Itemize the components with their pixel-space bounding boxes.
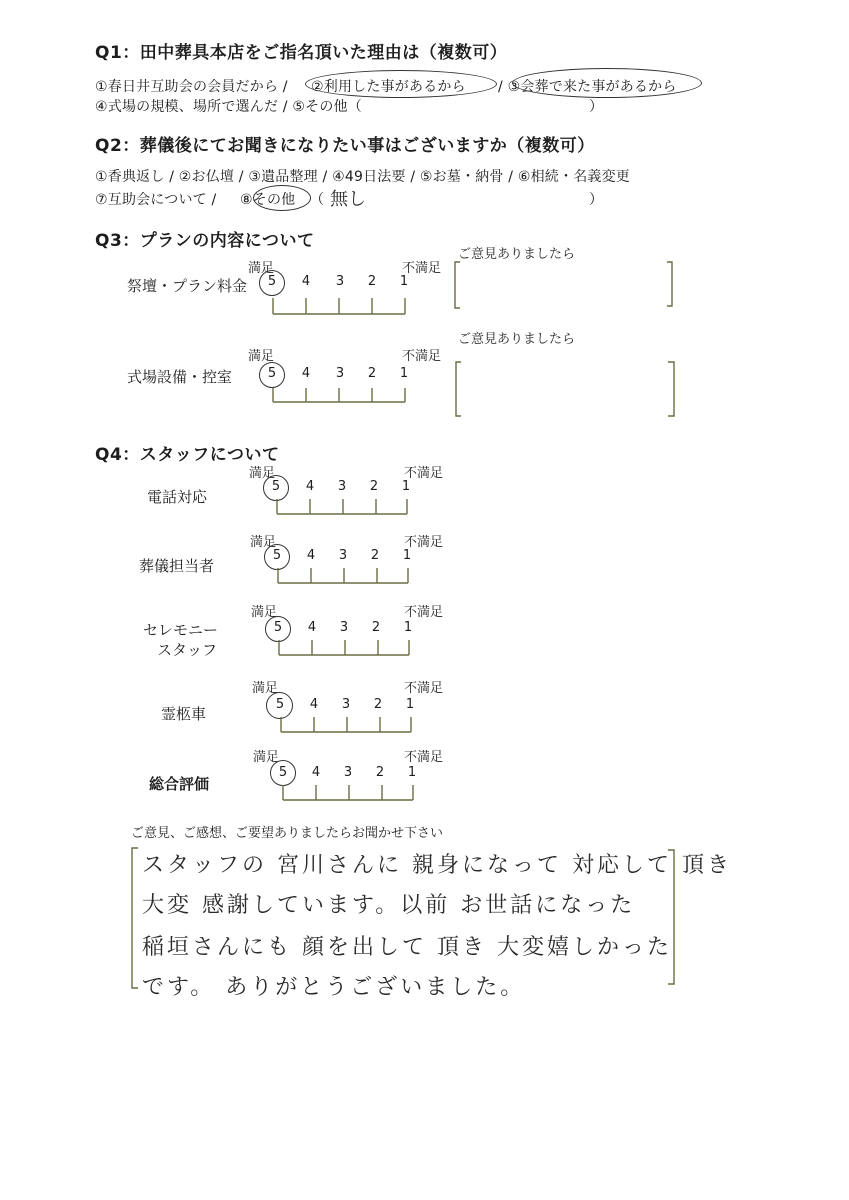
comments-line-4[interactable]: です。 ありがとうございました。 <box>142 975 526 1000</box>
rating-5[interactable]: 5 <box>278 765 288 780</box>
comments-bracket <box>132 848 674 988</box>
rating-3[interactable]: 3 <box>343 765 353 780</box>
rating-4[interactable]: 4 <box>305 479 315 494</box>
rating-scale-bar <box>279 640 409 655</box>
rating-2[interactable]: 2 <box>367 274 377 289</box>
comments-line-1[interactable]: スタッフの 宮川さんに 親身になって 対応して 頂き <box>142 853 732 878</box>
q1-option-2[interactable]: ②利用した事があるから <box>311 79 466 95</box>
rating-2[interactable]: 2 <box>370 548 380 563</box>
scale-satisfied-label: 満足 <box>252 681 279 696</box>
rating-scale-bar <box>273 388 405 402</box>
q3-facility-comment-label: ご意見ありましたら <box>458 332 576 347</box>
q1-other-close: ） <box>589 99 604 115</box>
q1-option-3[interactable]: / ③会葬で来た事があるから <box>498 79 677 95</box>
rating-3[interactable]: 3 <box>337 479 347 494</box>
rating-scale-bar <box>273 298 405 314</box>
rating-4[interactable]: 4 <box>301 274 311 289</box>
comments-line-2[interactable]: 大変 感謝しています。以前 お世話になった <box>142 893 636 918</box>
rating-5[interactable]: 5 <box>275 697 285 712</box>
q2-options-line1[interactable]: ①香典返し / ②お仏壇 / ③遺品整理 / ④49日法要 / ⑤お墓・納骨 / ⑥相続・名義変更 <box>95 169 631 185</box>
q4-funeral-staff-label: 葬儀担当者 <box>139 557 215 575</box>
rating-2[interactable]: 2 <box>371 620 381 635</box>
q2-option-8[interactable]: ⑧その他 <box>240 192 296 208</box>
q4-ceremony-staff-label-line2: スタッフ <box>157 641 218 659</box>
rating-2[interactable]: 2 <box>375 765 385 780</box>
rating-1[interactable]: 1 <box>399 274 409 289</box>
rating-2[interactable]: 2 <box>367 366 377 381</box>
q2-other-answer[interactable]: 無し <box>330 189 366 210</box>
comments-line-3[interactable]: 稲垣さんにも 顔を出して 頂き 大変嬉しかった <box>142 935 672 960</box>
comments-label: ご意見、ご感想、ご要望ありましたらお聞かせ下さい <box>131 826 444 841</box>
q4-overall-label: 総合評価 <box>149 775 210 793</box>
scale-satisfied-label: 満足 <box>248 261 275 276</box>
rating-4[interactable]: 4 <box>301 366 311 381</box>
rating-2[interactable]: 2 <box>369 479 379 494</box>
scale-satisfied-label: 満足 <box>253 750 280 765</box>
scale-satisfied-label: 満足 <box>248 349 275 364</box>
rating-4[interactable]: 4 <box>306 548 316 563</box>
rating-3[interactable]: 3 <box>335 366 345 381</box>
rating-3[interactable]: 3 <box>335 274 345 289</box>
q2-other-close: ） <box>589 192 604 208</box>
q2-other-open: （ <box>310 192 325 208</box>
rating-scale-bar <box>278 568 408 583</box>
scale-unsatisfied-label: 不満足 <box>404 605 444 620</box>
rating-1[interactable]: 1 <box>401 479 411 494</box>
rating-1[interactable]: 1 <box>403 620 413 635</box>
rating-5[interactable]: 5 <box>271 479 281 494</box>
q1-option-1[interactable]: ①春日井互助会の会員だから / <box>95 79 288 95</box>
q4-phone-label: 電話対応 <box>147 488 208 506</box>
scale-unsatisfied-label: 不満足 <box>404 750 444 765</box>
scale-unsatisfied-label: 不満足 <box>404 535 444 550</box>
rating-4[interactable]: 4 <box>307 620 317 635</box>
rating-5[interactable]: 5 <box>267 366 277 381</box>
rating-4[interactable]: 4 <box>309 697 319 712</box>
rating-1[interactable]: 1 <box>399 366 409 381</box>
q4-hearse-label: 霊柩車 <box>161 705 207 723</box>
q3-plan-comment-label: ご意見ありましたら <box>458 247 576 262</box>
q3-facility-label: 式場設備・控室 <box>127 368 233 386</box>
scale-satisfied-label: 満足 <box>251 605 278 620</box>
q3-title: Q3：プランの内容について <box>95 231 315 251</box>
scale-unsatisfied-label: 不満足 <box>402 261 442 276</box>
scale-satisfied-label: 満足 <box>250 535 277 550</box>
q1-title: Q1：田中葬具本店をご指名頂いた理由は（複数可） <box>95 43 508 63</box>
rating-scale-bar <box>283 785 413 800</box>
q4-ceremony-staff-label-line1: セレモニー <box>143 621 219 639</box>
q2-title: Q2：葬儀後にてお聞きになりたい事はございますか（複数可） <box>95 136 595 156</box>
rating-5[interactable]: 5 <box>272 548 282 563</box>
rating-3[interactable]: 3 <box>341 697 351 712</box>
q1-option-4-5[interactable]: ④式場の規模、場所で選んだ / ⑤その他（ <box>95 99 362 115</box>
rating-3[interactable]: 3 <box>339 620 349 635</box>
scale-satisfied-label: 満足 <box>249 466 276 481</box>
q4-title: Q4：スタッフについて <box>95 445 280 465</box>
rating-5[interactable]: 5 <box>273 620 283 635</box>
rating-1[interactable]: 1 <box>402 548 412 563</box>
rating-3[interactable]: 3 <box>338 548 348 563</box>
q2-option-7[interactable]: ⑦互助会について / <box>95 192 217 208</box>
rating-2[interactable]: 2 <box>373 697 383 712</box>
rating-scale-bar <box>281 717 411 732</box>
rating-1[interactable]: 1 <box>405 697 415 712</box>
scale-unsatisfied-label: 不満足 <box>404 681 444 696</box>
rating-5[interactable]: 5 <box>267 274 277 289</box>
rating-4[interactable]: 4 <box>311 765 321 780</box>
rating-1[interactable]: 1 <box>407 765 417 780</box>
q3-plan-label: 祭壇・プラン料金 <box>127 277 248 295</box>
scale-unsatisfied-label: 不満足 <box>402 349 442 364</box>
comment-bracket <box>456 362 674 416</box>
comment-bracket <box>455 262 672 308</box>
rating-scale-bar <box>277 499 407 514</box>
scale-unsatisfied-label: 不満足 <box>404 466 444 481</box>
